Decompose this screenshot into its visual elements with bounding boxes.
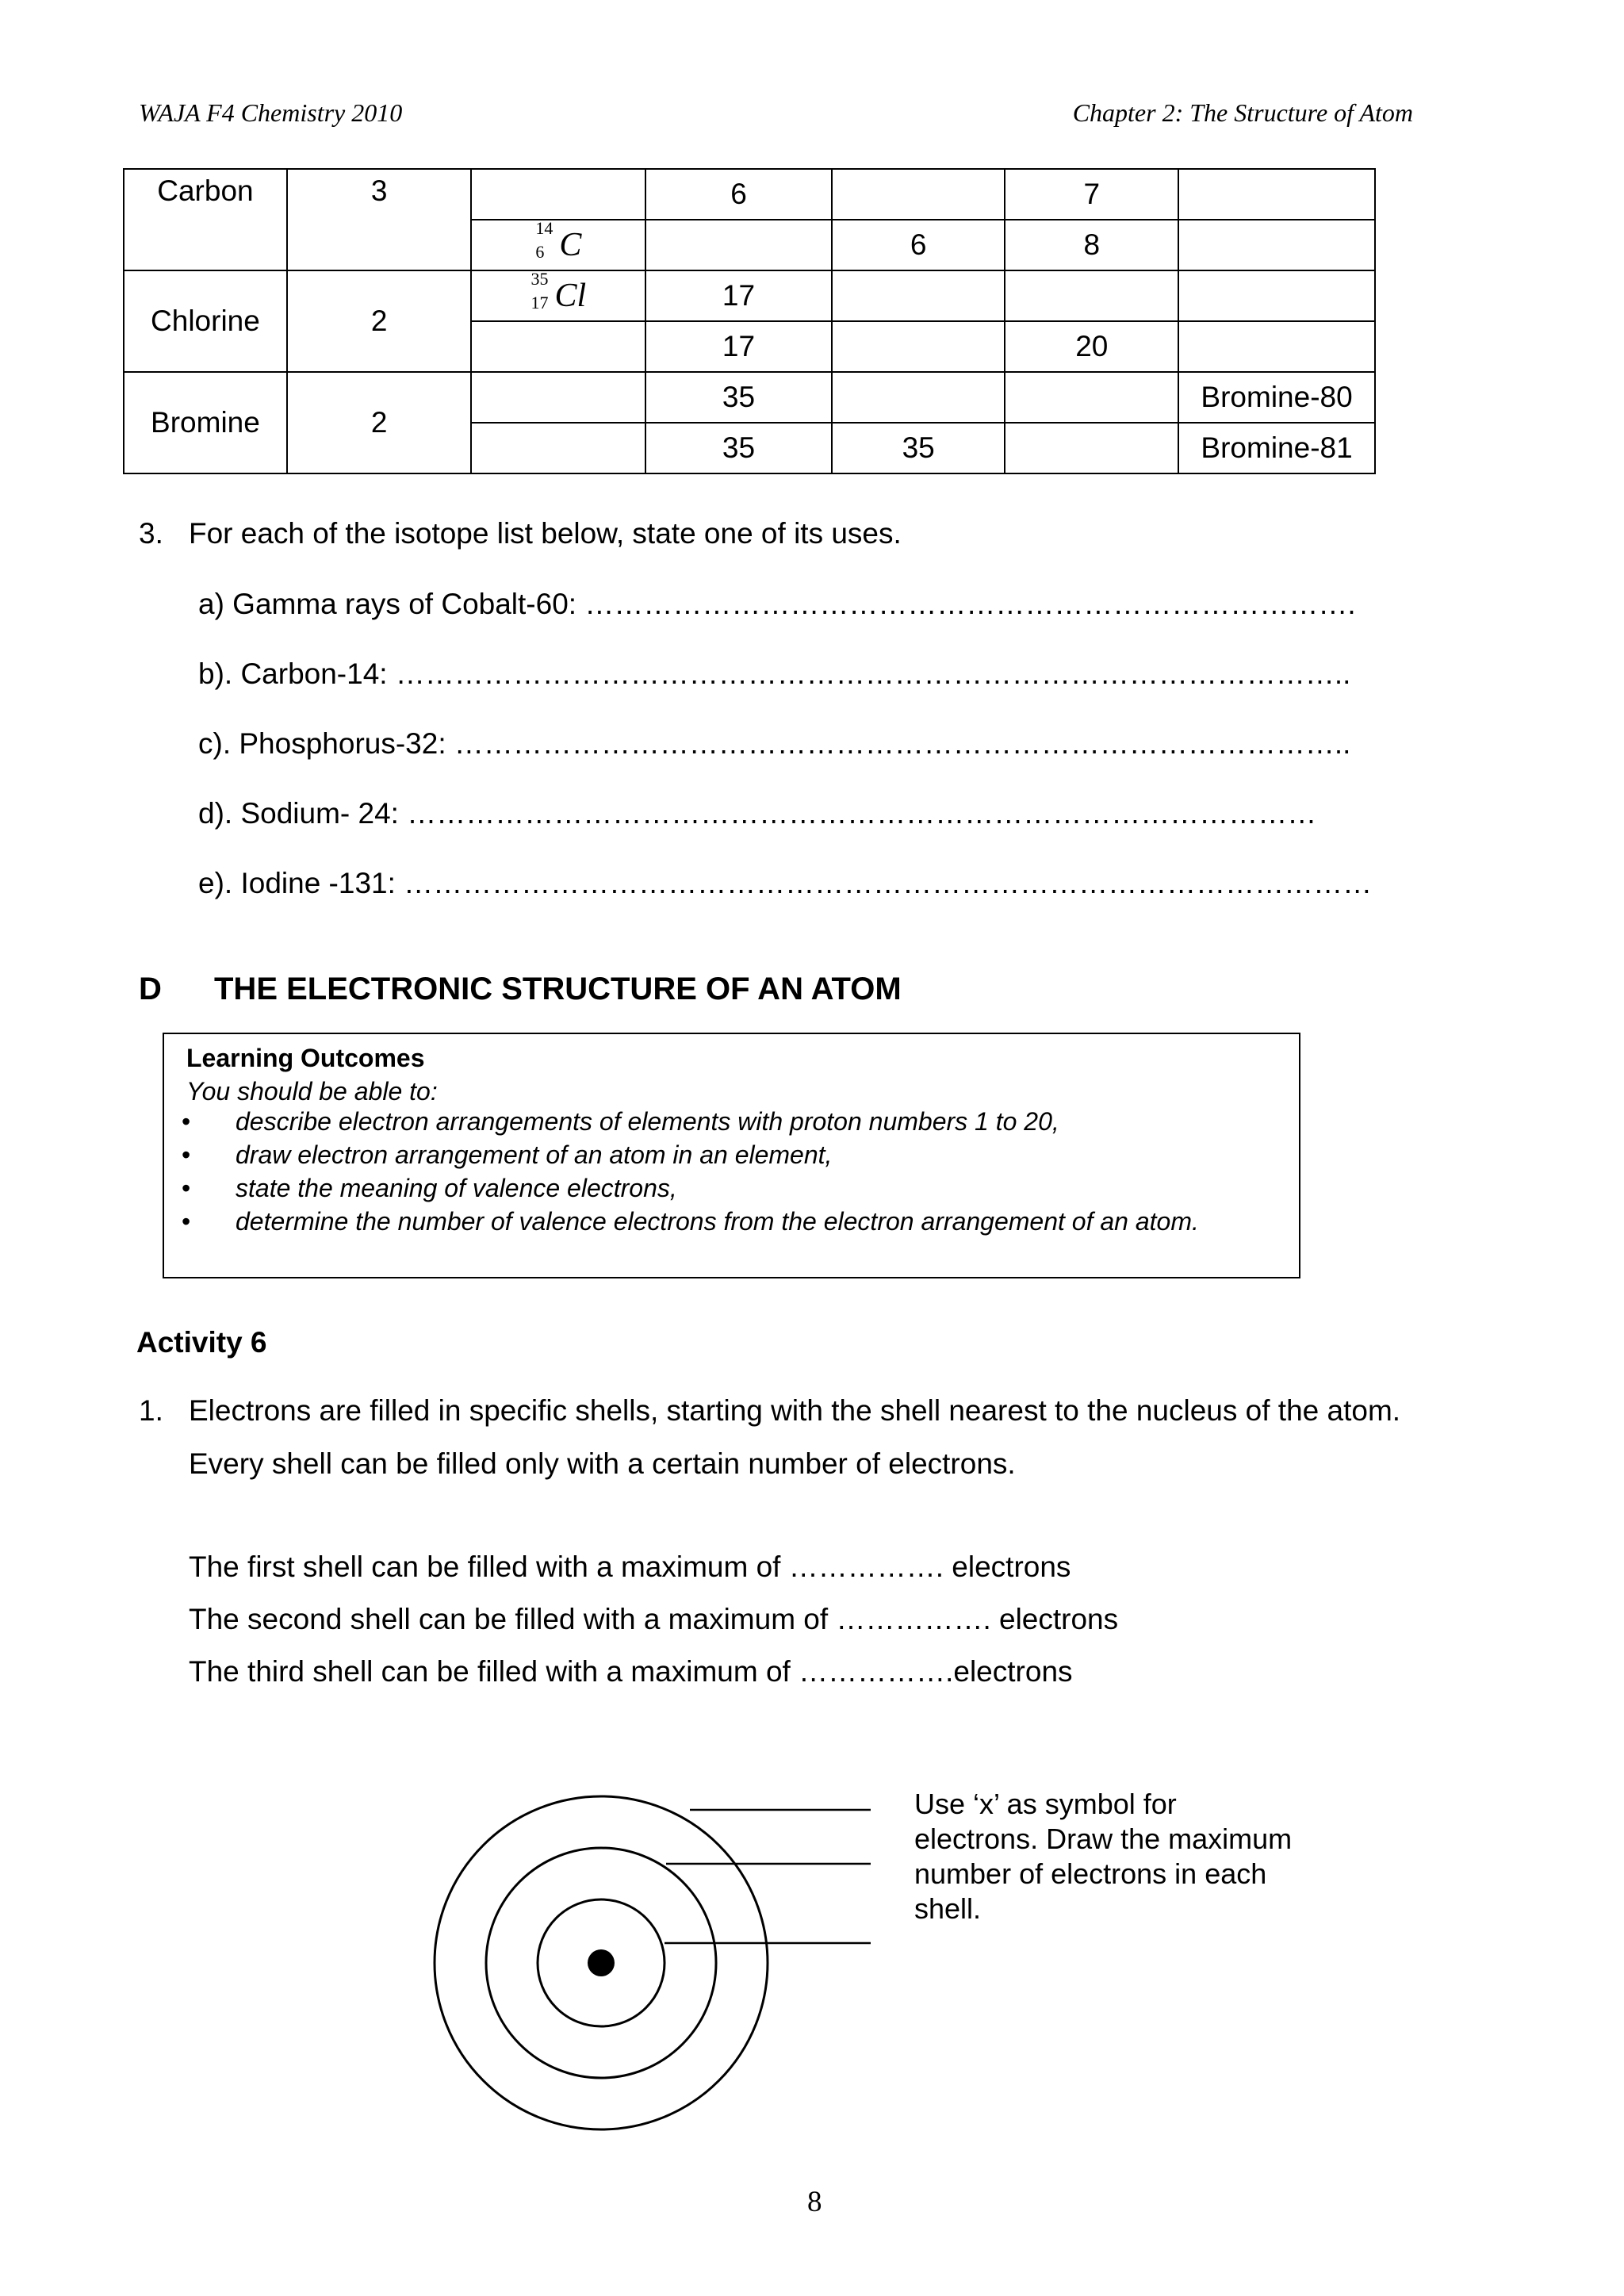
table-row [124, 372, 1375, 423]
section-title: THE ELECTRONIC STRUCTURE OF AN ATOM [214, 972, 902, 1006]
header-right: Chapter 2: The Structure of Atom [1072, 98, 1413, 127]
electron-shell-diagram [428, 1761, 888, 2157]
table-cell: 35 [645, 372, 832, 423]
page-number: 8 [807, 2186, 822, 2218]
activity-q1-number: 1. [139, 1394, 163, 1427]
table-cell [1178, 270, 1375, 321]
table-cell [832, 169, 1005, 220]
section-letter: D [139, 972, 162, 1006]
table-cell [832, 270, 1005, 321]
nuclide-symbol-c14: 14 6 C [471, 220, 645, 270]
table-row [124, 270, 1375, 321]
element-name-bromine: Bromine [124, 372, 287, 473]
header-left: WAJA F4 Chemistry 2010 [139, 98, 403, 127]
table-cell: Bromine-81 [1178, 423, 1375, 473]
table-row [124, 169, 1375, 220]
table-cell [1178, 220, 1375, 270]
table-cell [1178, 321, 1375, 372]
table-cell [1005, 372, 1178, 423]
diagram-note-line: Use ‘x’ as symbol for [914, 1788, 1177, 1820]
table-cell [471, 372, 645, 423]
question-3-item-a: a) Gamma rays of Cobalt-60: ……………………………………………………………………. [198, 588, 1356, 620]
nuclide-symbol-cl35: 35 17 Cl [471, 270, 645, 321]
question-3-item-e: e). Iodine -131: ……………………………………………………………………………………… [198, 867, 1373, 899]
learning-outcomes-intro: You should be able to: [186, 1077, 438, 1106]
table-cell [1005, 423, 1178, 473]
table-cell [471, 169, 645, 220]
table-cell: Bromine-80 [1178, 372, 1375, 423]
table-cell [471, 321, 645, 372]
list-item: • describe electron arrangements of elements with proton numbers 1 to 20, [182, 1107, 1059, 1136]
diagram-note-line: electrons. Draw the maximum [914, 1823, 1293, 1855]
element-name-chlorine: Chlorine [124, 270, 287, 372]
table-cell [832, 321, 1005, 372]
shell-2-text: The second shell can be filled with a maximum of ……………. electrons [189, 1603, 1119, 1635]
shell-3-text: The third shell can be filled with a maximum of …………….electrons [189, 1655, 1073, 1688]
list-item: • state the meaning of valence electrons, [182, 1174, 677, 1202]
table-cell: 17 [645, 321, 832, 372]
learning-outcomes-list [164, 1107, 1199, 1240]
table-cell [1178, 169, 1375, 220]
learning-outcomes-title: Learning Outcomes [186, 1044, 425, 1072]
table-cell: 17 [645, 270, 832, 321]
question-3-item-b: b). Carbon-14: …………………………………………………………………………………….. [198, 657, 1351, 690]
table-cell: 35 [832, 423, 1005, 473]
diagram-note-line: shell. [914, 1892, 982, 1925]
table-cell [832, 372, 1005, 423]
table-cell: 6 [832, 220, 1005, 270]
shell-1-text: The first shell can be filled with a maximum of ……………. electrons [189, 1550, 1071, 1583]
learning-outcomes-box [163, 1033, 1300, 1278]
activity-q1-line2: Every shell can be filled only with a certain number of electrons. [189, 1447, 1016, 1480]
table-cell [471, 423, 645, 473]
table-cell: 20 [1005, 321, 1178, 372]
element-name-carbon: Carbon [124, 169, 287, 270]
nucleus [588, 1949, 615, 1976]
isotope-count-carbon: 3 [287, 169, 472, 270]
question-3-item-c: c). Phosphorus-32: ……………………………………………………………………………….. [198, 727, 1351, 760]
list-item: • draw electron arrangement of an atom in an element, [182, 1140, 833, 1169]
activity-title: Activity 6 [136, 1326, 267, 1359]
isotope-count-bromine: 2 [287, 372, 472, 473]
activity-q1-line1: Electrons are filled in specific shells, starting with the shell nearest to the nucleus of the atom. [189, 1394, 1401, 1427]
table-cell: 7 [1005, 169, 1178, 220]
diagram-note [914, 1787, 1292, 1926]
table-cell [1005, 270, 1178, 321]
question-3-text: For each of the isotope list below, state one of its uses. [189, 517, 902, 550]
table-cell: 8 [1005, 220, 1178, 270]
isotope-count-chlorine: 2 [287, 270, 472, 372]
table-cell: 35 [645, 423, 832, 473]
diagram-note-line: number of electrons in each [914, 1857, 1267, 1890]
table-cell [645, 220, 832, 270]
list-item: • determine the number of valence electrons from the electron arrangement of an atom. [182, 1207, 1199, 1236]
question-3-item-d: d). Sodium- 24: ………………………………………………………………………………… [198, 797, 1317, 830]
isotope-table [123, 168, 1376, 474]
question-3-number: 3. [139, 517, 163, 550]
table-cell: 6 [645, 169, 832, 220]
